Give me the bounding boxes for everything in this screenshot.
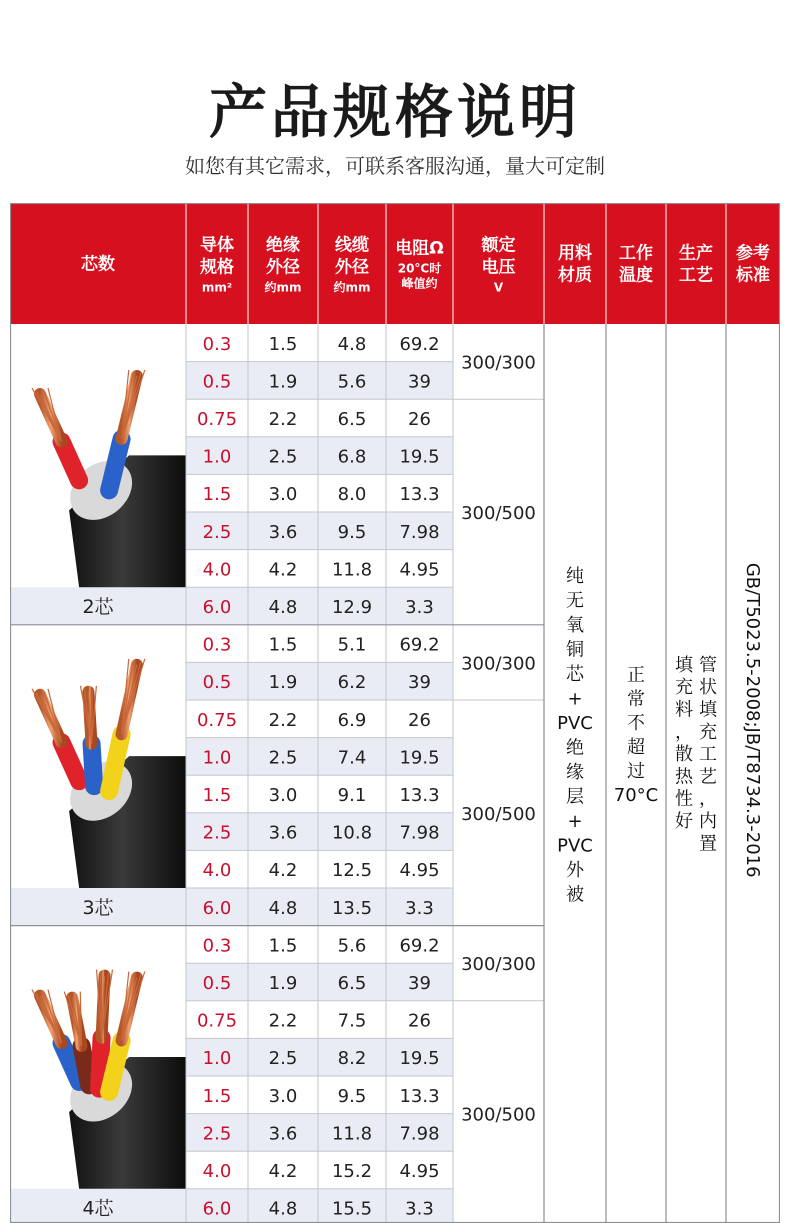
process-cell-glyph: 工 [699,744,717,766]
process-cell-glyph: 热 [675,766,693,788]
material-cell-glyph: 氧 [566,615,584,637]
cable-diameter-cell: 4.8 [337,333,367,355]
resistance-cell: 26 [408,709,431,731]
insulation-diameter-cell: 1.5 [268,634,298,656]
cable-diameter-cell: 6.5 [337,973,367,994]
header-label: 导体 [200,235,234,256]
insulation-diameter-cell: 2.2 [268,709,298,731]
material-cell-glyph: 绝 [566,737,584,759]
group-2芯 [186,334,536,625]
process-cell-glyph: 散 [675,744,693,766]
material-cell-glyph: + [567,811,583,833]
table-row [203,1086,440,1107]
cable-diameter-cell: 7.5 [337,1010,367,1032]
cable-3-core-image [32,659,186,888]
insulation-diameter-cell: 2.2 [268,409,298,430]
cable-diameter-cell: 6.2 [337,672,367,694]
process-cell-glyph: 性 [675,788,693,810]
insulation-diameter-cell: 3.6 [268,822,298,844]
material-cell-glyph: PVC [557,835,593,857]
conductor-size-cell: 1.0 [202,1048,232,1070]
resistance-cell: 26 [408,409,431,430]
conductor-size-cell: 1.0 [202,747,232,769]
table-row [203,860,440,881]
cable-diameter-cell: 9.1 [337,785,367,806]
resistance-cell: 39 [408,672,431,694]
table-row [186,512,453,550]
table-row [186,362,453,400]
process-cell-glyph: 充 [699,721,717,743]
table-header [10,203,780,324]
header-background [10,203,780,324]
table-row [186,888,453,926]
table-row [186,963,453,1001]
insulated-wire [62,441,80,480]
voltage-cell: 300/300 [461,653,536,675]
cable-diameter-cell: 9.5 [337,1085,367,1107]
material-cell-glyph: 纯 [566,566,584,588]
insulated-wire [82,1046,90,1085]
cable-diameter-cell: 12.9 [331,597,373,618]
cable-diameter-cell: 5.6 [337,371,367,393]
insulation-diameter-cell: 2.2 [268,1010,298,1032]
process-cell-glyph: ， [699,788,717,810]
conductor-size-cell: 1.5 [202,484,232,506]
conductor-size-cell: 2.5 [202,822,232,844]
voltage-cell: 300/500 [461,803,536,825]
cable-diameter-cell: 15.5 [331,1198,373,1220]
header-unit: 约mm [264,280,302,295]
table-row [203,484,440,505]
resistance-cell: 19.5 [399,446,440,468]
voltage-cell: 300/300 [461,954,536,976]
conductor-size-cell: 0.75 [196,1010,238,1032]
temperature-cell-glyph: 不 [627,713,645,735]
process-cell-glyph: 内 [699,810,717,832]
insulation-diameter-cell: 1.5 [268,333,298,355]
conductor-size-cell: 6.0 [202,897,232,919]
header-label: 外径 [335,257,369,278]
cable-diameter-cell: 11.8 [331,559,373,581]
resistance-cell: 7.98 [399,521,440,543]
core-count-label: 2芯 [82,596,114,618]
conductor-size-cell: 1.5 [202,785,232,806]
insulation-diameter-cell: 4.2 [268,1161,298,1182]
resistance-cell: 69.2 [399,935,440,957]
merged-columns [557,563,763,906]
insulation-diameter-cell: 4.2 [268,860,298,882]
cable-diameter-cell: 7.4 [337,747,367,769]
table-row [186,587,453,625]
insulated-wire [92,744,95,786]
material-cell-glyph: 被 [566,884,584,906]
process-cell-glyph: 填 [699,699,717,721]
insulation-diameter-cell: 3.0 [268,484,298,506]
cable-diameter-cell: 10.8 [331,822,373,844]
resistance-cell: 13.3 [399,785,440,806]
header-res [395,238,443,291]
insulation-diameter-cell: 1.5 [268,935,298,957]
resistance-cell: 4.95 [399,860,440,882]
cable-2-core-image [32,370,186,587]
header-label: 电压 [481,257,516,278]
material-cell-glyph: 缘 [566,762,584,784]
table-row [203,1161,440,1182]
core-count-label: 4芯 [82,1197,114,1220]
insulation-diameter-cell: 4.8 [268,597,298,618]
header-label: 材质 [558,265,592,286]
insulation-diameter-cell: 4.2 [268,559,298,581]
conductor-size-cell: 1.0 [202,446,232,468]
material-cell-glyph: 铜 [566,639,584,661]
resistance-cell: 3.3 [405,897,434,919]
cable-diameter-cell: 8.2 [337,1048,367,1070]
insulation-diameter-cell: 3.0 [268,1085,298,1107]
table-row [203,935,440,956]
temperature-cell-glyph: 正 [627,665,645,687]
process-cell-glyph: 充 [675,677,693,699]
conductor-size-cell: 0.5 [202,973,232,994]
resistance-cell: 19.5 [399,1048,440,1070]
conductor-size-cell: 2.5 [202,521,232,543]
insulation-diameter-cell: 2.5 [268,747,298,769]
insulated-wire [109,439,121,490]
conductor-size-cell: 0.3 [202,935,232,957]
cable-4-core-image [32,970,186,1189]
header-label: 绝缘 [266,235,300,256]
header-label: 额定 [481,235,516,256]
resistance-cell: 13.3 [399,1085,440,1107]
table-row [203,559,440,580]
cable-diameter-cell: 5.6 [337,935,367,957]
header-unit: V [493,280,504,295]
temperature-cell-glyph: 常 [627,689,645,711]
header-label: 参考 [736,243,770,264]
conductor-size-cell: 4.0 [202,1161,232,1182]
conductor-size-cell: 4.0 [202,860,232,882]
header-unit: 20°C时 [397,261,442,276]
material-cell-glyph: 无 [566,590,584,612]
resistance-cell: 3.3 [405,597,434,618]
table-row [186,1038,453,1076]
cable-diameter-cell: 13.5 [331,897,373,919]
resistance-cell: 69.2 [399,333,440,355]
header-size [200,235,234,295]
process-cell-glyph: 填 [675,654,693,676]
material-cell-glyph: 层 [566,786,584,808]
resistance-cell: 7.98 [399,1123,440,1145]
insulation-diameter-cell: 1.9 [268,672,298,694]
header-unit: 峰值约 [401,276,438,291]
table-row [197,1011,431,1032]
process-cell-glyph: 好 [675,810,693,832]
conductor-size-cell: 1.5 [202,1085,232,1107]
material-cell-glyph: 外 [566,860,584,882]
group-3芯 [186,635,536,926]
header-label: 规格 [200,257,234,278]
insulation-diameter-cell: 3.6 [268,521,298,543]
resistance-cell: 4.95 [399,1161,440,1182]
table-row [203,635,440,656]
voltage-cell: 300/500 [461,503,536,524]
conductor-size-cell: 2.5 [202,1123,232,1145]
table-row [203,334,440,355]
temperature-cell-glyph: 70°C [613,785,659,807]
process-cell-glyph: ， [675,721,693,743]
conductor-size-cell: 0.3 [202,634,232,656]
header-label: 用料 [558,243,592,264]
header-unit: mm² [201,280,233,295]
header-core [81,254,115,275]
cable-images [10,370,186,1223]
cable-diameter-cell: 8.0 [337,484,367,506]
table-body [186,334,536,1223]
conductor-size-cell: 0.5 [202,672,232,694]
conductor-size-cell: 6.0 [202,597,232,618]
resistance-cell: 7.98 [399,822,440,844]
insulation-diameter-cell: 3.0 [268,785,298,806]
table-row [203,785,440,806]
cable-diameter-cell: 6.8 [337,446,367,468]
header-label: 外径 [266,257,300,278]
insulation-diameter-cell: 1.9 [268,973,298,994]
temperature-cell [614,665,658,806]
insulated-wire [99,1038,101,1089]
insulation-diameter-cell: 2.5 [268,446,298,468]
header-label: 线缆 [335,235,369,256]
cable-diameter-cell: 6.9 [337,709,367,731]
cable-diameter-cell: 5.1 [337,634,367,656]
insulated-wire [62,742,80,781]
process-cell-glyph: 置 [699,833,717,855]
temperature-cell-glyph: 超 [627,737,645,759]
resistance-cell: 26 [408,1010,431,1032]
process-cell-glyph: 艺 [699,766,717,788]
insulated-wire [109,1040,121,1091]
process-cell-glyph: 状 [699,677,717,699]
cable-diameter-cell: 12.5 [331,860,373,882]
spec-table [10,203,780,1223]
conductor-size-cell: 0.75 [196,709,238,731]
resistance-cell: 13.3 [399,484,440,506]
cable-diameter-cell: 9.5 [337,521,367,543]
cable-diameter-cell: 15.2 [331,1161,373,1182]
header-label: 工艺 [679,265,713,286]
insulation-diameter-cell: 3.6 [268,1123,298,1145]
insulation-diameter-cell: 2.5 [268,1048,298,1070]
resistance-cell: 4.95 [399,559,440,581]
insulation-diameter-cell: 4.8 [268,1198,298,1220]
table-row [186,662,453,700]
conductor-size-cell: 0.3 [202,333,232,355]
conductor-size-cell: 6.0 [202,1198,232,1220]
table-row [186,437,453,475]
header-label: 芯数 [81,254,115,275]
resistance-cell: 69.2 [399,634,440,656]
group-4芯 [186,935,536,1223]
table-row [186,1189,453,1223]
process-cell-glyph: 管 [699,654,717,676]
header-label: 电阻Ω [395,238,444,259]
table-row [197,409,431,430]
conductor-size-cell: 4.0 [202,559,232,581]
header-ins [264,235,301,295]
core-count-label: 3芯 [82,896,114,919]
resistance-cell: 19.5 [399,747,440,769]
insulation-diameter-cell: 4.8 [268,897,298,919]
material-cell-glyph: + [567,688,583,710]
table-row [186,1114,453,1152]
material-cell [557,566,593,906]
insulated-wire [109,734,121,791]
voltage-cell: 300/500 [461,1104,536,1126]
process-cell-glyph: 料 [675,699,693,721]
voltage-cell: 300/300 [461,352,536,374]
table-row [186,738,453,776]
header-label: 生产 [679,243,713,264]
header-label: 温度 [619,265,653,286]
conductor-size-cell: 0.5 [202,371,232,393]
page-subtitle: 如您有其它需求，可联系客服沟通，量大可定制 [185,154,605,178]
header-label: 工作 [619,243,653,264]
insulation-diameter-cell: 1.9 [268,371,298,393]
resistance-cell: 39 [408,973,431,994]
header-cable [333,235,370,295]
header-unit: 约mm [333,280,371,295]
standard-cell: GB/T5023.5-2008;JB/T8734.3-2016 [742,562,763,878]
table-row [186,813,453,851]
resistance-cell: 39 [408,371,431,393]
cable-diameter-cell: 11.8 [331,1123,373,1145]
table-row [197,710,431,731]
conductor-size-cell: 0.75 [196,409,238,430]
process-cell [675,655,719,854]
page-title: 产品规格说明 [208,78,581,146]
cable-diameter-cell: 6.5 [337,409,367,430]
resistance-cell: 3.3 [405,1198,434,1220]
header-label: 标准 [736,265,770,286]
material-cell-glyph: PVC [557,713,593,735]
temperature-cell-glyph: 过 [627,761,645,783]
material-cell-glyph: 芯 [566,664,584,686]
